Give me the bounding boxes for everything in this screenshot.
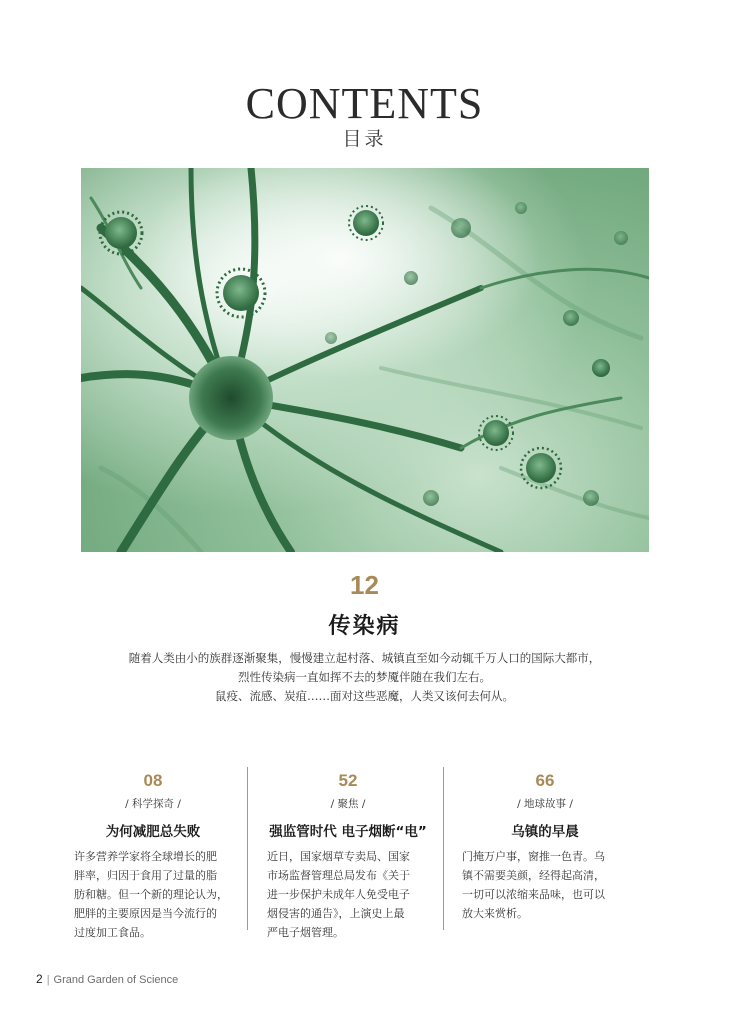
article-body-line: 市场监督管理总局发布《关于 (267, 869, 410, 882)
feature-description-line: 鼠疫、流感、炭疽……面对这些恶魔，人类又该何去何从。 (215, 689, 514, 703)
article-body-line: 一切可以浓缩来品味，也可以 (462, 888, 605, 901)
feature-page-number: 12 (350, 570, 379, 600)
article-column-3 (452, 770, 638, 930)
article-body (60, 847, 246, 942)
article-page-number: 66 (535, 771, 555, 790)
footer-publication: Grand Garden of Science (53, 974, 179, 986)
article-body-line: 放大来赏析。 (462, 907, 528, 920)
column-divider (247, 767, 248, 930)
article-body (452, 847, 638, 923)
article-category: / 科学探奇 / (125, 798, 181, 810)
page-footer (36, 972, 178, 986)
contents-subtitle: 目录 (342, 128, 387, 150)
article-body-line: 许多营养学家将全球增长的肥 (74, 850, 217, 863)
article-body-line: 胖率，归因于食用了过量的脂 (74, 869, 217, 882)
article-body-line: 肪和糖。但一个新的理论认为， (74, 888, 228, 901)
article-category: / 聚焦 / (330, 798, 366, 810)
article-body-line: 过度加工食品。 (74, 926, 151, 939)
article-category: / 地球故事 / (517, 798, 573, 810)
column-divider (443, 767, 444, 930)
article-body-line: 严电子烟管理。 (267, 926, 344, 939)
article-title: 强监管时代 电子烟断“电” (269, 824, 427, 840)
article-body-line: 近日，国家烟草专卖局、国家 (267, 850, 410, 863)
feature-description-line: 随着人类由小的族群逐渐聚集，慢慢建立起村落、城镇直至如今动辄千万人口的国际大都市， (128, 651, 601, 665)
footer-page-number: 2 (36, 972, 43, 986)
article-column-2 (255, 770, 441, 939)
article-body (255, 847, 441, 942)
article-body-line: 烟侵害的通告》，上演史上最 (267, 907, 405, 920)
feature-description-line: 烈性传染病一直如挥不去的梦魇伴随在我们左右。 (238, 670, 491, 684)
feature-description (90, 649, 639, 706)
article-page-number: 52 (338, 771, 358, 790)
article-body-line: 肥胖的主要原因是当今流行的 (74, 907, 217, 920)
article-body-line: 门掩万户事，窗推一色青。乌 (462, 850, 605, 863)
article-column-1 (60, 770, 246, 939)
hero-image (81, 168, 649, 552)
footer-separator: | (46, 974, 50, 986)
article-body-line: 进一步保护未成年人免受电子 (267, 888, 410, 901)
article-page-number: 08 (143, 771, 163, 790)
feature-title: 传染病 (328, 614, 401, 639)
neuron-virus-illustration (81, 168, 649, 552)
contents-title: CONTENTS (245, 79, 484, 128)
article-title: 为何减肥总失败 (105, 824, 201, 840)
article-body-line: 镇不需要美颜，经得起高清， (462, 869, 605, 882)
article-title: 乌镇的早晨 (511, 824, 579, 840)
